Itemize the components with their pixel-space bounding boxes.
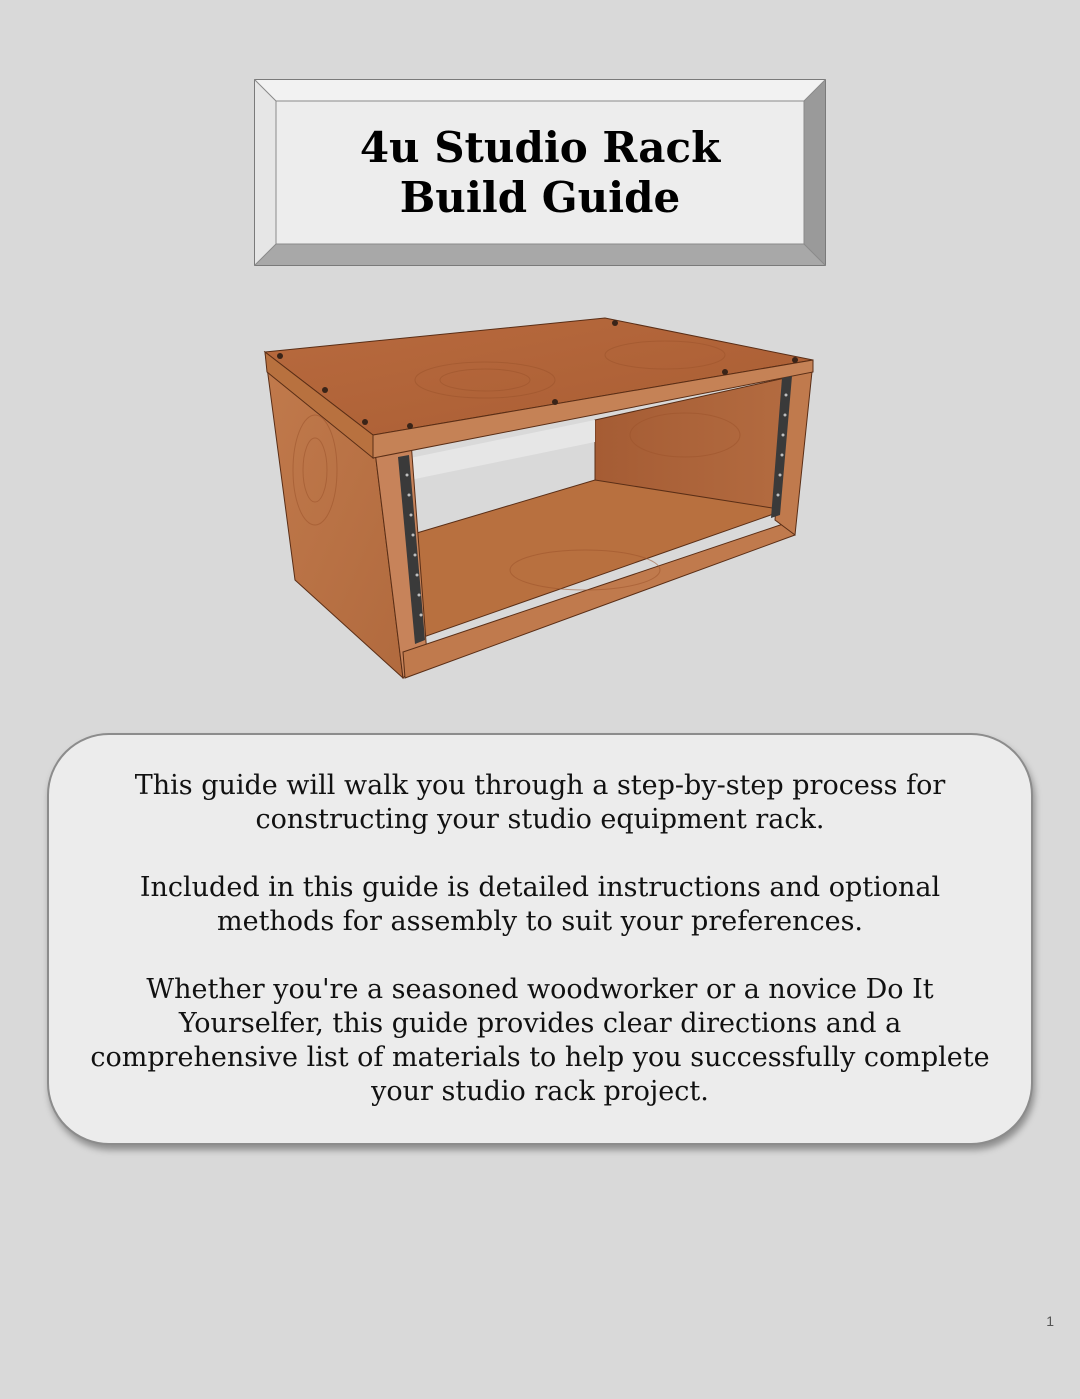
title-line-2: Build Guide: [399, 172, 681, 222]
intro-paragraph-3: Whether you're a seasoned woodworker or a novice Do It Yourselfer, this guide provides clear directions and a comprehensive list of materials to help you successfully complete your studio rack project.: [90, 974, 990, 1107]
page-number: 1: [1046, 1313, 1054, 1329]
page-title: [276, 101, 804, 244]
title-line-1: 4u Studio Rack: [359, 122, 721, 172]
intro-paragraph-1: This guide will walk you through a step-by-step process for constructing your studio equipment rack.: [134, 770, 946, 835]
title-plaque: [254, 79, 826, 266]
intro-box: [47, 733, 1033, 1145]
wooden-rack-cabinet-icon: [255, 310, 825, 690]
intro-paragraph-2: Included in this guide is detailed instructions and optional methods for assembly to suit your preferences.: [139, 872, 941, 937]
